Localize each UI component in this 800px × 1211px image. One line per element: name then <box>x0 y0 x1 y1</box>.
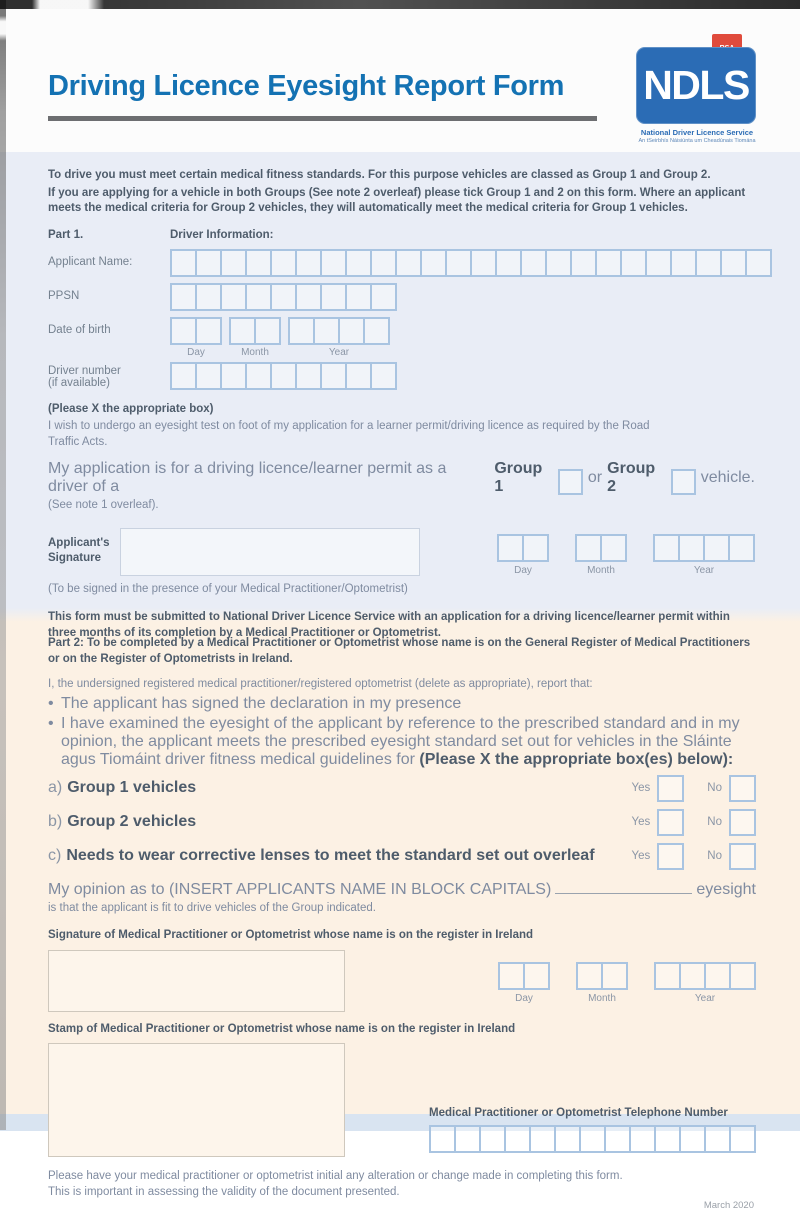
char-box[interactable] <box>629 1125 656 1153</box>
bullet-2 <box>48 715 756 769</box>
part2-section <box>0 622 800 1211</box>
phone-heading: Medical Practitioner or Optometrist Telephone Number <box>429 1107 728 1119</box>
char-box[interactable] <box>554 1125 581 1153</box>
sig-date-day-input[interactable] <box>497 534 549 562</box>
char-box[interactable] <box>229 317 256 345</box>
practitioner-signature-heading: Signature of Medical Practitioner or Optometrist whose name is on the register in Ireland <box>48 929 534 941</box>
char-box[interactable] <box>679 962 706 990</box>
day-label: Day <box>514 564 532 576</box>
char-box[interactable] <box>645 249 672 277</box>
page-title: Driving Licence Eyesight Report Form <box>48 70 565 102</box>
dob-row <box>48 317 755 345</box>
opinion-line <box>48 881 756 899</box>
char-box[interactable] <box>520 249 547 277</box>
corrective-lenses-row <box>48 842 756 871</box>
char-box[interactable] <box>729 1125 756 1153</box>
dob-day-input[interactable] <box>170 317 222 345</box>
char-box[interactable] <box>345 249 372 277</box>
char-box[interactable] <box>245 362 272 390</box>
char-box[interactable] <box>454 1125 481 1153</box>
yes-label: Yes <box>631 816 651 828</box>
ndls-logo <box>636 30 758 144</box>
applicant-signature-box[interactable] <box>120 528 420 576</box>
char-box[interactable] <box>620 249 647 277</box>
char-box[interactable] <box>522 534 549 562</box>
phone-block <box>429 1043 756 1157</box>
signature-label-line2: Signature <box>48 551 102 564</box>
char-box[interactable] <box>720 249 747 277</box>
month-label: Month <box>587 564 615 576</box>
ppsn-input[interactable] <box>170 283 397 311</box>
row-b-options <box>632 809 756 836</box>
year-label: Year <box>694 992 716 1004</box>
char-box[interactable] <box>245 249 272 277</box>
row-c-prefix: c) <box>48 847 62 864</box>
part1-section <box>0 152 800 639</box>
group1-label: Group 1 <box>494 460 543 495</box>
driver-number-label <box>48 362 170 389</box>
tick-note: (Please X the appropriate box) <box>48 402 214 415</box>
ppsn-row <box>48 283 755 311</box>
char-box[interactable] <box>704 1125 731 1153</box>
char-box[interactable] <box>220 362 247 390</box>
lenses-no-checkbox[interactable] <box>729 843 756 870</box>
driver-number-label-line2: (if available) <box>48 376 110 389</box>
scan-edge-left <box>0 0 6 1130</box>
char-box[interactable] <box>678 534 705 562</box>
char-box[interactable] <box>703 534 730 562</box>
char-box[interactable] <box>653 534 680 562</box>
bullet-2-bold: (Please X the appropriate box(es) below): <box>419 750 734 768</box>
group1-vehicles-row <box>48 774 756 803</box>
char-box[interactable] <box>495 249 522 277</box>
group2-vehicles-row <box>48 808 756 837</box>
part2-heading: Part 2: To be completed by a Medical Practitioner or Optometrist whose name is on the General Register of Medical Practitioners or on the Register of Optometrists in Ireland. <box>48 637 751 665</box>
application-line <box>48 460 755 496</box>
char-box[interactable] <box>170 249 197 277</box>
applicant-name-write-line[interactable] <box>555 882 692 894</box>
group2-yes-checkbox[interactable] <box>657 809 684 836</box>
row-c-options <box>632 843 756 870</box>
submit-note: This form must be submitted to National Driver Licence Service with an application for a driving licence/learner permit within three months of its completion by a Medical Practitioner or Optometrist. <box>48 611 730 639</box>
char-box[interactable] <box>704 962 731 990</box>
char-box[interactable] <box>170 283 197 311</box>
practitioner-signature-row <box>48 950 756 1012</box>
title-rule <box>48 116 597 121</box>
char-box[interactable] <box>370 362 397 390</box>
char-box[interactable] <box>195 362 222 390</box>
signed-note: (To be signed in the presence of your Medical Practitioner/Optometrist) <box>48 582 408 595</box>
char-box[interactable] <box>579 1125 606 1153</box>
char-box[interactable] <box>270 249 297 277</box>
alteration-note-line1: Please have your medical practitioner or optometrist initial any alteration or change made in completing this form. <box>48 1170 623 1182</box>
signature-label-line1: Applicant's <box>48 536 110 549</box>
char-box[interactable] <box>570 249 597 277</box>
no-label: No <box>707 850 722 862</box>
char-box[interactable] <box>576 962 603 990</box>
intro-line2: If you are applying for a vehicle in both Groups (See note 2 overleaf) please tick Group 1 and 2 on this form. Where an applicant meets the medical criteria for Group 2 vehicles, they will automatically meet the medical criteria for Group 1 vehicles. <box>48 186 746 214</box>
char-box[interactable] <box>220 249 247 277</box>
prac-date-year-input[interactable] <box>654 962 756 990</box>
driver-number-label-line1: Driver number <box>48 364 121 377</box>
char-box[interactable] <box>270 362 297 390</box>
applicant-signature-date <box>497 534 755 576</box>
yes-label: Yes <box>631 782 651 794</box>
char-box[interactable] <box>654 1125 681 1153</box>
char-box[interactable] <box>345 362 372 390</box>
row-b-prefix: b) <box>48 813 63 830</box>
ppsn-label: PPSN <box>48 289 80 302</box>
char-box[interactable] <box>498 962 525 990</box>
char-box[interactable] <box>345 283 372 311</box>
driver-number-input[interactable] <box>170 362 397 390</box>
row-b-label: Group 2 vehicles <box>67 813 197 830</box>
prac-date-day-input[interactable] <box>498 962 550 990</box>
char-box[interactable] <box>170 362 197 390</box>
char-box[interactable] <box>320 283 347 311</box>
char-box[interactable] <box>338 317 365 345</box>
char-box[interactable] <box>270 283 297 311</box>
char-box[interactable] <box>595 249 622 277</box>
intro-line1: To drive you must meet certain medical fitness standards. For this purpose vehicles are classed as Group 1 and Group 2. <box>48 169 711 181</box>
char-box[interactable] <box>545 249 572 277</box>
part1-heading-row <box>48 229 755 241</box>
applicant-name-label: Applicant Name: <box>48 255 133 268</box>
char-box[interactable] <box>601 962 628 990</box>
group2-checkbox[interactable] <box>671 469 695 495</box>
prac-date-labels <box>498 993 756 1004</box>
group1-no-checkbox[interactable] <box>729 775 756 802</box>
char-box[interactable] <box>320 362 347 390</box>
stamp-heading: Stamp of Medical Practitioner or Optometrist whose name is on the register in Ireland <box>48 1022 516 1035</box>
char-box[interactable] <box>429 1125 456 1153</box>
char-box[interactable] <box>295 283 322 311</box>
char-box[interactable] <box>320 249 347 277</box>
applicant-signature-label <box>48 528 120 576</box>
year-label: Year <box>693 564 715 576</box>
applicant-name-input[interactable] <box>170 249 772 277</box>
version-date: March 2020 <box>703 1200 754 1211</box>
row-a-prefix: a) <box>48 779 63 796</box>
char-box[interactable] <box>295 362 322 390</box>
char-box[interactable] <box>195 283 222 311</box>
char-box[interactable] <box>695 249 722 277</box>
applicant-signature-row <box>48 528 755 576</box>
month-label: Month <box>241 346 269 358</box>
group1-checkbox[interactable] <box>558 469 582 495</box>
dob-sublabels <box>170 347 755 358</box>
char-box[interactable] <box>420 249 447 277</box>
bullet-dot: • <box>48 714 54 732</box>
wish-text: I wish to undergo an eyesight test on foot of my application for a learner permit/driving licence as required by the Road Traffic Acts. <box>48 420 650 448</box>
sig-date-month-input[interactable] <box>575 534 627 562</box>
stamp-row <box>48 1043 756 1157</box>
char-box[interactable] <box>363 317 390 345</box>
char-box[interactable] <box>313 317 340 345</box>
opinion-prefix: My opinion as to (INSERT APPLICANTS NAME IN BLOCK CAPITALS) <box>48 880 552 898</box>
char-box[interactable] <box>470 249 497 277</box>
group1-yes-checkbox[interactable] <box>657 775 684 802</box>
char-box[interactable] <box>195 317 222 345</box>
application-prefix: My application is for a driving licence/learner permit as a driver of a <box>48 460 447 495</box>
char-box[interactable] <box>604 1125 631 1153</box>
char-box[interactable] <box>395 249 422 277</box>
bullet-2-body: I have examined the eyesight of the applicant by reference to the prescribed standard and in my opinion, the applicant meets the prescribed eyesight standard set out for vehicles in the Sláinte agus Tiomáint driver fitness medical guidelines for <box>61 714 740 768</box>
bullet-1-text: The applicant has signed the declaration in my presence <box>61 694 462 712</box>
char-box[interactable] <box>679 1125 706 1153</box>
char-box[interactable] <box>288 317 315 345</box>
no-label: No <box>707 816 722 828</box>
char-box[interactable] <box>745 249 772 277</box>
applicant-name-row <box>48 249 755 277</box>
char-box[interactable] <box>600 534 627 562</box>
driver-information-heading: Driver Information: <box>170 228 274 241</box>
char-box[interactable] <box>479 1125 506 1153</box>
practitioner-signature-date <box>498 950 756 1012</box>
char-box[interactable] <box>254 317 281 345</box>
prac-date-month-input[interactable] <box>576 962 628 990</box>
char-box[interactable] <box>729 962 756 990</box>
or-text: or <box>587 469 603 486</box>
lenses-yes-checkbox[interactable] <box>657 843 684 870</box>
opinion-suffix: eyesight <box>696 880 756 898</box>
no-label: No <box>707 782 722 794</box>
bullet-1 <box>48 695 756 713</box>
day-label: Day <box>187 346 205 358</box>
practitioner-stamp-box[interactable] <box>48 1043 345 1157</box>
char-box[interactable] <box>370 283 397 311</box>
alteration-note <box>48 1169 756 1200</box>
application-suffix: vehicle. <box>700 469 755 486</box>
day-label: Day <box>515 992 533 1004</box>
char-box[interactable] <box>523 962 550 990</box>
part2-intro: I, the undersigned registered medical practitioner/registered optometrist (delete as appropriate), report that: <box>48 678 593 690</box>
form-header <box>0 0 800 152</box>
row-a-label: Group 1 vehicles <box>67 779 197 796</box>
dob-label: Date of birth <box>48 323 111 336</box>
see-note: (See note 1 overleaf). <box>48 499 159 511</box>
char-box[interactable] <box>529 1125 556 1153</box>
yes-label: Yes <box>631 850 651 862</box>
char-box[interactable] <box>504 1125 531 1153</box>
alteration-note-line2: This is important in assessing the validity of the document presented. <box>48 1185 400 1198</box>
dob-year-input[interactable] <box>288 317 390 345</box>
char-box[interactable] <box>195 249 222 277</box>
scan-edge-top <box>0 0 800 9</box>
char-box[interactable] <box>654 962 681 990</box>
char-box[interactable] <box>445 249 472 277</box>
part1-label: Part 1. <box>48 228 84 241</box>
group2-label: Group 2 <box>607 460 656 495</box>
driver-number-row <box>48 362 755 390</box>
char-box[interactable] <box>575 534 602 562</box>
ndls-logo-box: NDLS <box>636 47 756 124</box>
practitioner-signature-box[interactable] <box>48 950 345 1012</box>
group2-no-checkbox[interactable] <box>729 809 756 836</box>
sig-date-labels <box>497 565 755 576</box>
bullet-dot: • <box>48 694 54 712</box>
row-a-options <box>632 775 756 802</box>
ndls-logo-subtitle: National Driver Licence Service <box>640 128 754 137</box>
row-c-label: Needs to wear corrective lenses to meet the standard set out overleaf <box>66 847 595 864</box>
opinion-line2: is that the applicant is fit to drive vehicles of the Group indicated. <box>48 901 376 914</box>
char-box[interactable] <box>497 534 524 562</box>
ndls-logo-subtitle-irish: An tSeirbhís Náisiúnta um Cheadúnais Tiomána <box>638 138 756 144</box>
char-box[interactable] <box>220 283 247 311</box>
phone-number-input[interactable] <box>429 1125 756 1153</box>
char-box[interactable] <box>170 317 197 345</box>
sig-date-year-input[interactable] <box>653 534 755 562</box>
dob-month-input[interactable] <box>229 317 281 345</box>
char-box[interactable] <box>245 283 272 311</box>
month-label: Month <box>588 992 616 1004</box>
char-box[interactable] <box>670 249 697 277</box>
char-box[interactable] <box>370 249 397 277</box>
bullet-2-text <box>61 715 756 769</box>
char-box[interactable] <box>295 249 322 277</box>
year-label: Year <box>328 346 350 358</box>
char-box[interactable] <box>728 534 755 562</box>
